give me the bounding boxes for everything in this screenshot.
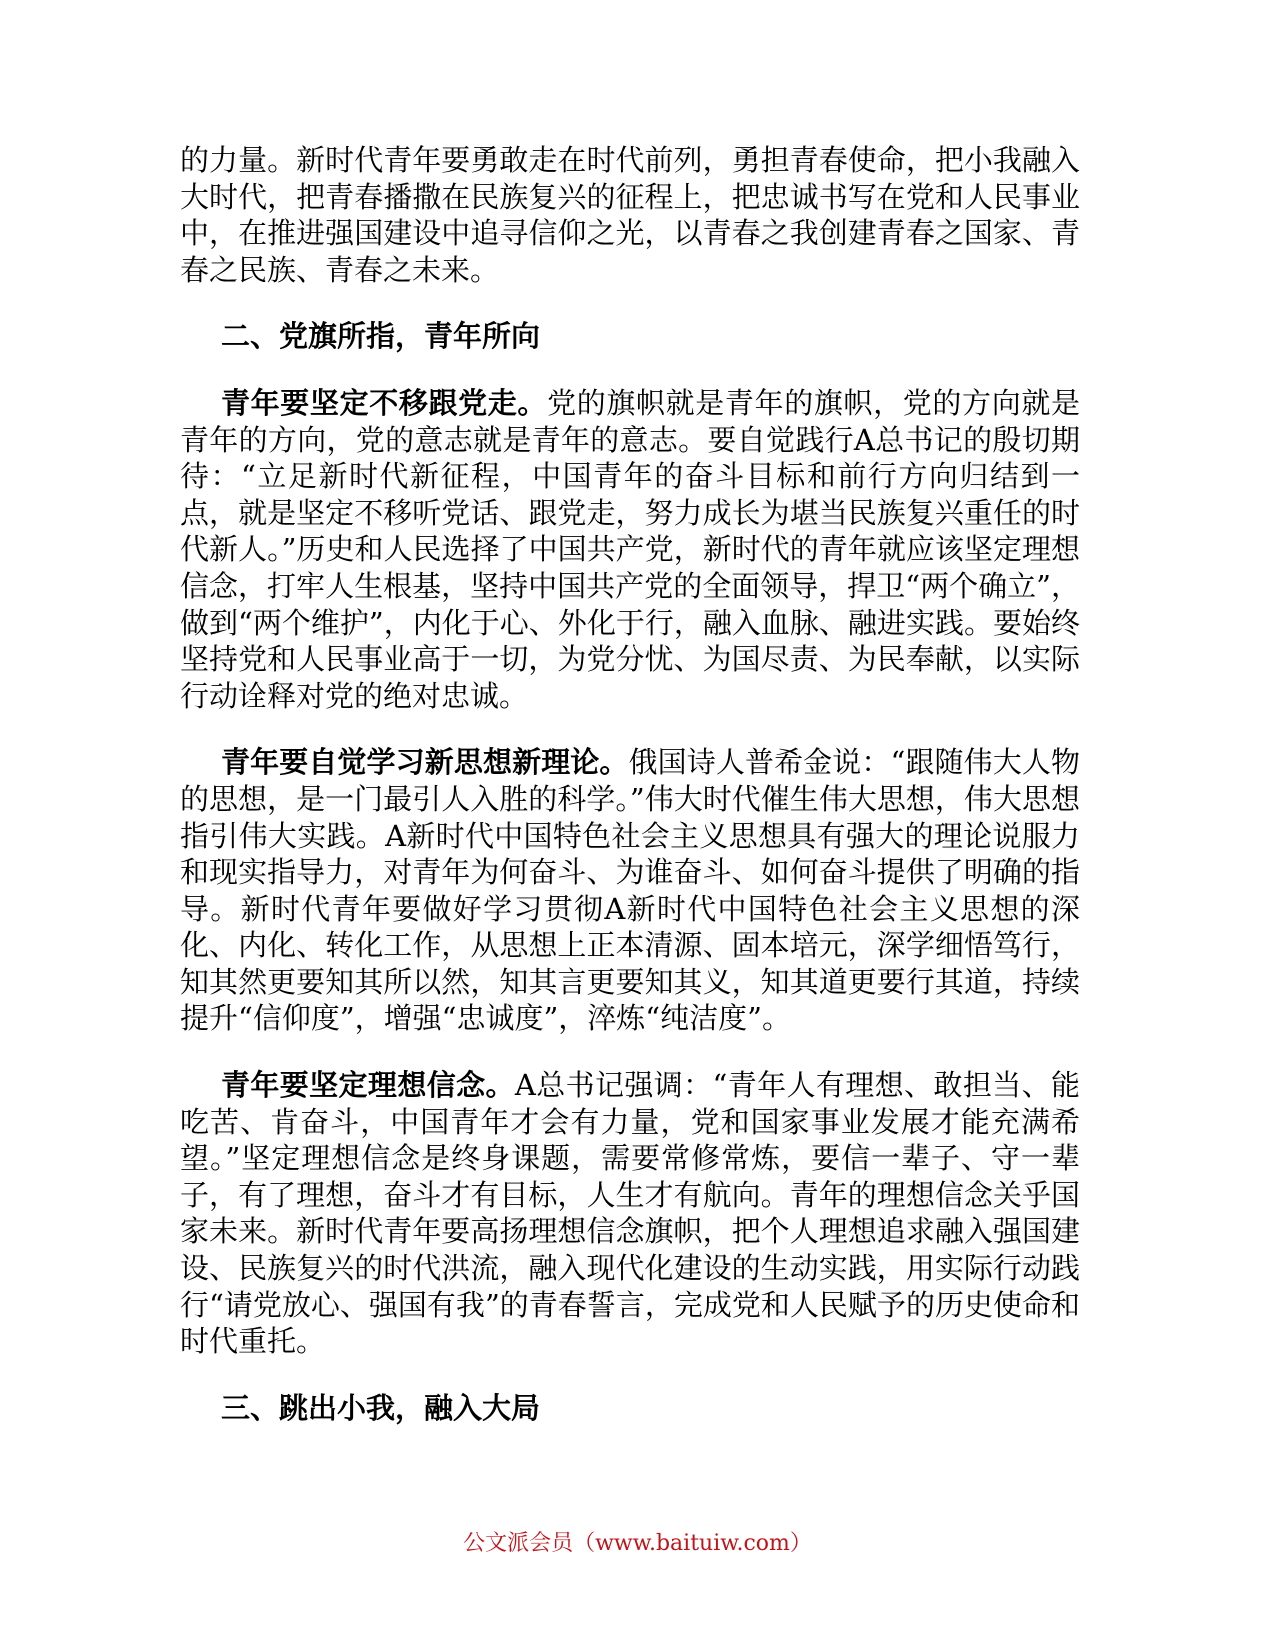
spacer	[180, 1037, 1080, 1067]
paragraph-lead: 青年要坚定不移跟党走。	[221, 385, 548, 420]
section-heading-3: 三、跳出小我，融入大局	[221, 1390, 541, 1425]
paragraph-lead: 青年要自觉学习新思想新理论。	[221, 745, 629, 780]
document-page	[180, 142, 1080, 1426]
paragraph-body: A总书记强调：“青年人有理想、敢担当、能吃苦、肯奋斗，中国青年才会有力量，党和国家事业发展才能充满希望。”坚定理想信念是终身课题，需要常修常炼，要信一辈子、守一辈子，有了理想，奋斗才有目标，人生才有航向。青年的理想信念关乎国家未来。新时代青年要高扬理想信念旗帜，把个人理想追求融入强国建设、民族复兴的时代洪流，融入现代化建设的生动实践，用实际行动践行“请党放心、强国有我”的青春誓言，完成党和人民赋予的历史使命和时代重托。	[180, 1068, 1080, 1359]
paragraph-continuation: 的力量。新时代青年要勇敢走在时代前列，勇担青春使命，把小我融入大时代，把青春播撒在民族复兴的征程上，把忠诚书写在党和人民事业中，在推进强国建设中追寻信仰之光，以青春之我创建青春之国家、青春之民族、青春之未来。	[180, 143, 1080, 287]
footer-watermark-link[interactable]: 公文派会员（www.baituiw.com）	[463, 1531, 812, 1556]
spacer	[180, 1360, 1080, 1390]
spacer	[180, 355, 1080, 385]
paragraph-body: 党的旗帜就是青年的旗帜，党的方向就是青年的方向，党的意志就是青年的意志。要自觉践行A总书记的殷切期待：“立足新时代新征程，中国青年的奋斗目标和前行方向归结到一点，就是坚定不移听党话、跟党走，努力成长为堪当民族复兴重任的时代新人。”历史和人民选择了中国共产党，新时代的青年就应该坚定理想信念，打牢人生根基，坚持中国共产党的全面领导，捍卫“两个确立”，做到“两个维护”，内化于心、外化于行，融入血脉、融进实践。要始终坚持党和人民事业高于一切，为党分忧、为国尽责、为民奉献，以实际行动诠释对党的绝对忠诚。	[180, 385, 1080, 713]
spacer	[180, 714, 1080, 744]
paragraph-ideals	[180, 1067, 1080, 1360]
paragraph-body: 俄国诗人普希金说：“跟随伟大人物的思想，是一门最引人入胜的科学。”伟大时代催生伟大思想，伟大思想指引伟大实践。A新时代中国特色社会主义思想具有强大的理论说服力和现实指导力，对青年为何奋斗、为谁奋斗、如何奋斗提供了明确的指导。新时代青年要做好学习贯彻A新时代中国特色社会主义思想的深化、内化、转化工作，从思想上正本清源、固本培元，深学细悟笃行，知其然更要知其所以然，知其言更要知其义，知其道更要行其道，持续提升“信仰度”，增强“忠诚度”，淬炼“纯洁度”。	[180, 745, 1080, 1036]
section-heading-2: 二、党旗所指，青年所向	[221, 319, 541, 354]
paragraph-study-thought	[180, 744, 1080, 1037]
paragraph-lead: 青年要坚定理想信念。	[221, 1068, 515, 1103]
spacer	[180, 288, 1080, 318]
paragraph-follow-party	[180, 385, 1080, 714]
